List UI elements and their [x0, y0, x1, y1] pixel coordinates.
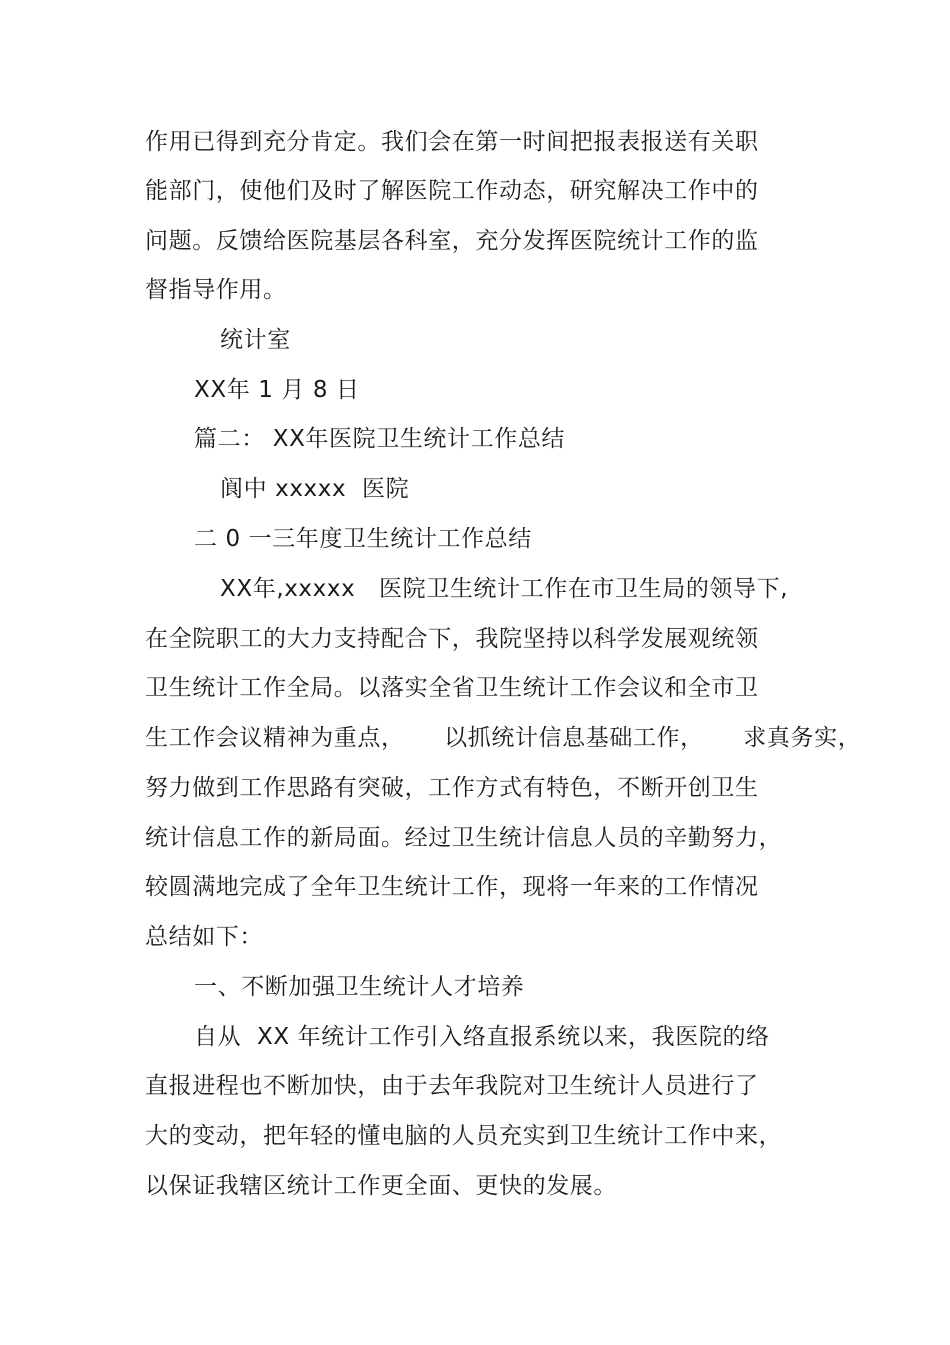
paragraph-line: 努力做到工作思路有突破，工作方式有特色，不断开创卫生 — [145, 775, 759, 801]
paragraph-line: XX年,xxxxx 医院卫生统计工作在市卫生局的领导下, — [220, 576, 789, 602]
paragraph-line: 以保证我辖区统计工作更全面、更快的发展。 — [145, 1173, 617, 1199]
section-heading: 篇二： XX年医院卫生统计工作总结 — [194, 426, 566, 452]
paragraph-line: 能部门，使他们及时了解医院工作动态，研究解决工作中的 — [145, 178, 759, 204]
paragraph-line: 统计信息工作的新局面。经过卫生统计信息人员的辛勤努力， — [145, 825, 783, 851]
paragraph-line: 卫生统计工作全局。以落实全省卫生统计工作会议和全市卫 — [145, 675, 759, 701]
paragraph-line: 作用已得到充分肯定。我们会在第一时间把报表报送有关职 — [145, 129, 759, 155]
paragraph-line: 较圆满地完成了全年卫生统计工作，现将一年来的工作情况 — [145, 874, 759, 900]
paragraph-line: 督指导作用。 — [145, 277, 287, 303]
subsection-heading: 一、不断加强卫生统计人才培养 — [194, 974, 525, 1000]
paragraph-line: 自从 XX 年统计工作引入络直报系统以来，我医院的络 — [194, 1024, 770, 1050]
paragraph-line: 直报进程也不断加快，由于去年我院对卫生统计人员进行了 — [145, 1073, 759, 1099]
document-title: 二 0 一三年度卫生统计工作总结 — [194, 526, 532, 552]
signature-department: 统计室 — [220, 327, 291, 353]
paragraph-line: 问题。反馈给医院基层各科室，充分发挥医院统计工作的监 — [145, 228, 759, 254]
paragraph-line: 在全院职工的大力支持配合下，我院坚持以科学发展观统领 — [145, 626, 759, 652]
paragraph-line: 生工作会议精神为重点， 以抓统计信息基础工作， 求真务实， — [145, 725, 862, 751]
organization-name: 阆中 xxxxx 医院 — [220, 476, 410, 502]
signature-date: XX年 1 月 8 日 — [194, 377, 360, 403]
paragraph-line: 总结如下： — [145, 924, 263, 950]
paragraph-line: 大的变动，把年轻的懂电脑的人员充实到卫生统计工作中来， — [145, 1123, 783, 1149]
